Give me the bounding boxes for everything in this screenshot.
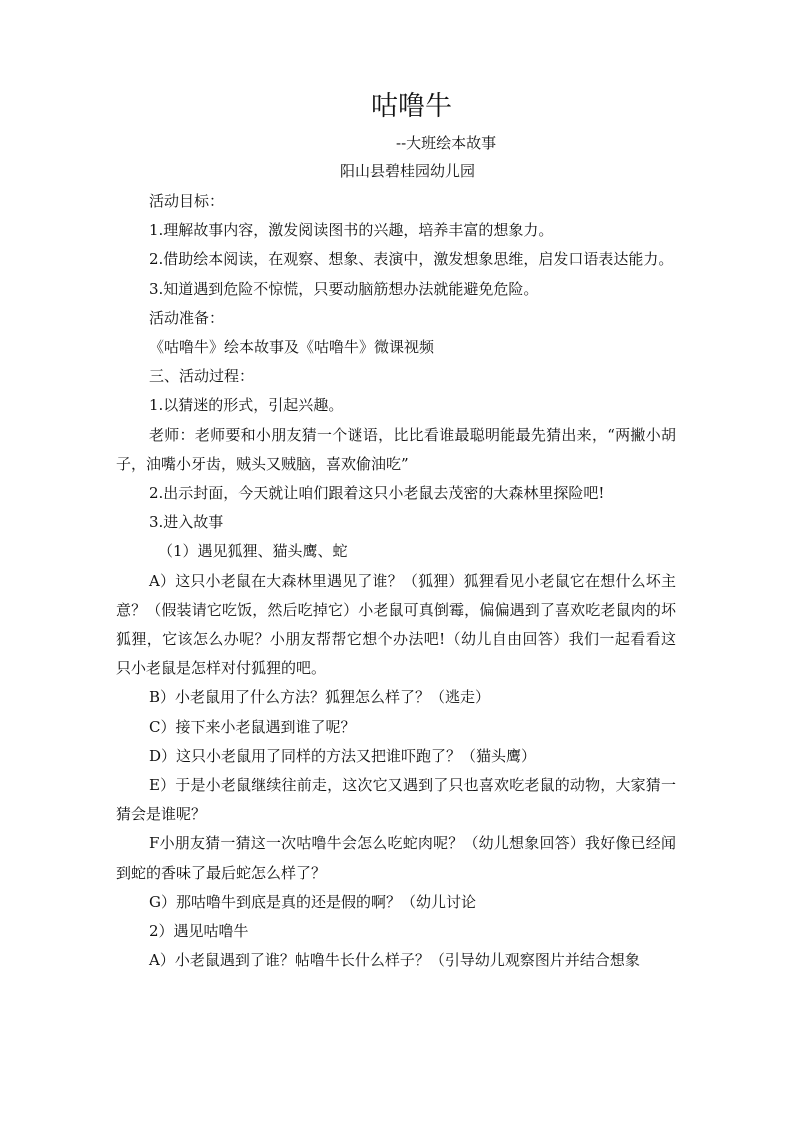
paragraph: C）接下来小老鼠遇到谁了呢？	[149, 717, 356, 736]
page-title: 咕噜牛	[371, 91, 452, 122]
document-body	[116, 187, 676, 975]
paragraph: A）这只小老鼠在大森林里遇见了谁？（狐狸）狐狸看见小老鼠它在想什么坏主意？（假装请它吃饭，然后吃掉它）小老鼠可真倒霉，偏偏遇到了喜欢吃老鼠肉的坏狐狸，它该怎么办呢？小朋友帮帮它想个办法吧!（幼儿自由回答）我们一起看看这只小老鼠是怎样对付狐狸的吧。	[116, 571, 676, 678]
author: 阳山县碧桂园幼儿园	[340, 162, 476, 180]
paragraph: 《咕噜牛》绘本故事及《咕噜牛》微课视频	[149, 338, 435, 357]
paragraph: 1.理解故事内容，激发阅读图书的兴趣，培养丰富的想象力。	[149, 221, 554, 240]
paragraph: 2.出示封面，今天就让咱们跟着这只小老鼠去茂密的大森林里探险吧!	[149, 484, 605, 503]
paragraph: 2）遇见咕噜牛	[149, 922, 249, 941]
subtitle: --大班绘本故事	[396, 134, 497, 152]
paragraph: 3.知道遇到危险不惊慌，只要动脑筋想办法就能避免危险。	[149, 279, 539, 298]
paragraph: F小朋友猜一猜这一次咕噜牛会怎么吃蛇肉呢？（幼儿想象回答）我好像已经闻到蛇的香味了最后蛇怎么样了？	[116, 834, 676, 882]
paragraph: G）那咕噜牛到底是真的还是假的啊？（幼儿讨论	[149, 892, 476, 911]
paragraph: D）这只小老鼠用了同样的方法又把谁吓跑了？（猫头鹰）	[149, 746, 537, 765]
paragraph: 三、活动过程：	[149, 367, 255, 386]
paragraph: 老师：老师要和小朋友猜一个谜语，比比看谁最聪明能最先猜出来，“两撇小胡子，油嘴小牙齿，贼头又贼脑，喜欢偷油吃”	[116, 425, 676, 473]
paragraph: 活动准备：	[149, 308, 225, 327]
paragraph: 3.进入故事	[149, 513, 224, 532]
paragraph: B）小老鼠用了什么方法？狐狸怎么样了？（逃走）	[149, 688, 491, 707]
paragraph: E）于是小老鼠继续往前走，这次它又遇到了只也喜欢吃老鼠的动物，大家猜一猜会是谁呢？	[116, 776, 676, 824]
paragraph: 2.借助绘本阅读，在观察、想象、表演中，激发想象思维，启发口语表达能力。	[149, 250, 674, 269]
paragraph: A）小老鼠遇到了谁？帖噜牛长什么样子？（引导幼儿观察图片并结合想象	[149, 951, 640, 970]
paragraph: 1.以猜迷的形式，引起兴趣。	[149, 396, 344, 415]
paragraph: 活动目标：	[149, 192, 225, 210]
paragraph: （1）遇见狐狸、猫头鹰、蛇	[158, 542, 348, 561]
